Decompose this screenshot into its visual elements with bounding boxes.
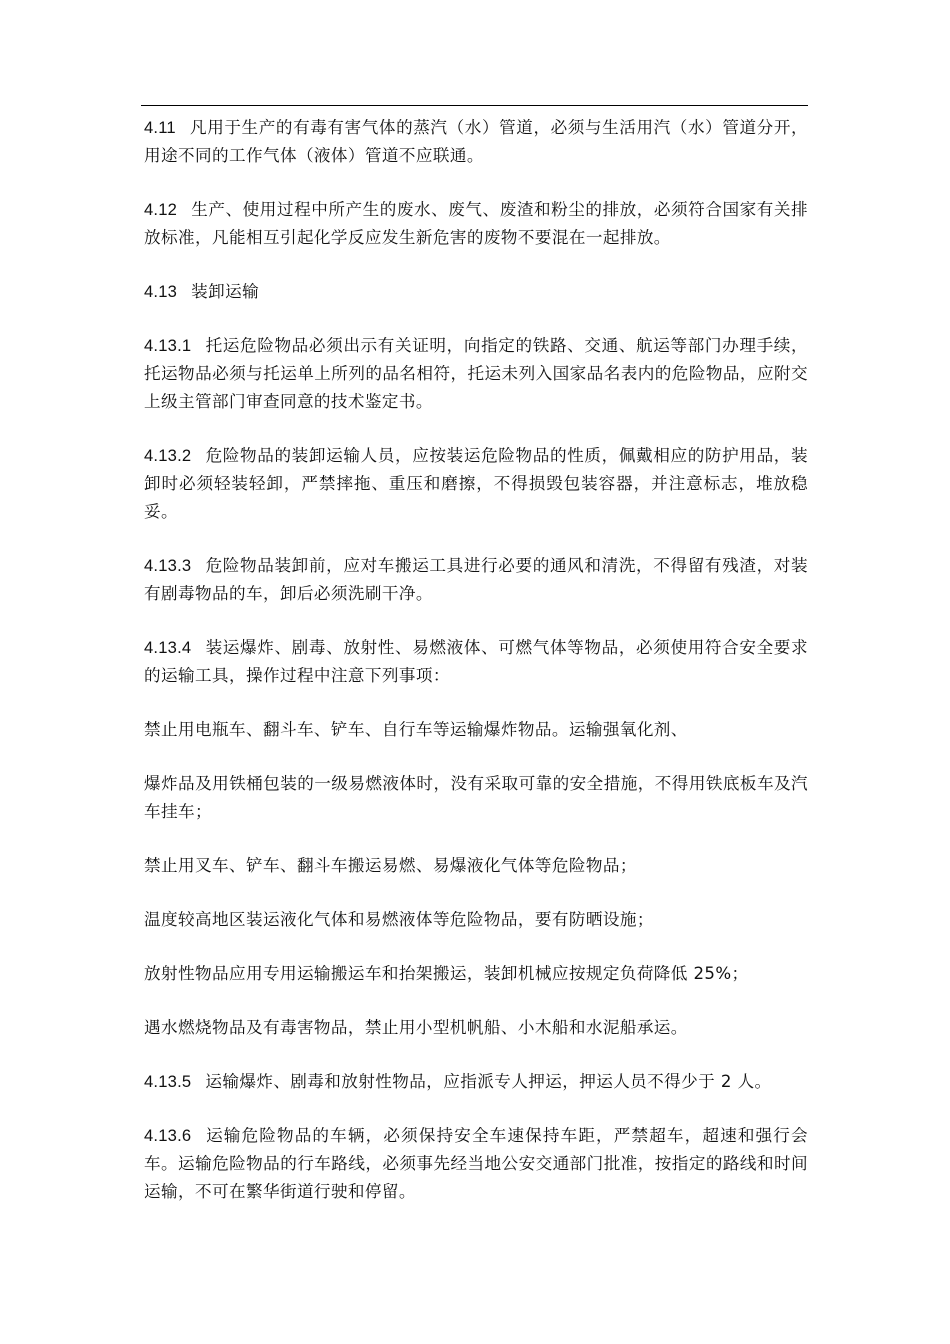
paragraph-text: 凡用于生产的有毒有害气体的蒸汽（水）管道，必须与生活用汽（水）管道分开，用途不同的工作气体（液体）管道不应联通。 [144, 118, 808, 165]
paragraph-text: 装运爆炸、剧毒、放射性、易燃液体、可燃气体等物品，必须使用符合安全要求的运输工具，操作过程中注意下列事项： [144, 638, 808, 685]
paragraph-text: 温度较高地区装运液化气体和易燃液体等危险物品，要有防晒设施； [144, 910, 654, 929]
header-rule [141, 105, 808, 106]
section-number: 4.13.2 [144, 446, 192, 465]
paragraph-text: 危险物品的装卸运输人员，应按装运危险物品的性质，佩戴相应的防护用品，装卸时必须轻装轻卸，严禁摔拖、重压和磨擦，不得损毁包装容器，并注意标志，堆放稳妥。 [144, 446, 808, 521]
paragraph-4-13-2 [144, 442, 808, 526]
paragraph-4-12 [144, 196, 808, 252]
paragraph-text: 禁止用叉车、铲车、翻斗车搬运易燃、易爆液化气体等危险物品； [144, 856, 637, 875]
paragraph-text: 放射性物品应用专用运输搬运车和抬架搬运，装卸机械应按规定负荷降低 25%； [144, 964, 749, 983]
section-number: 4.13.4 [144, 638, 192, 657]
paragraph-text: 生产、使用过程中所产生的废水、废气、废渣和粉尘的排放，必须符合国家有关排放标准，凡能相互引起化学反应发生新危害的废物不要混在一起排放。 [144, 200, 808, 247]
paragraph-4-13-3 [144, 552, 808, 608]
list-item [144, 770, 808, 826]
paragraph-4-13-4 [144, 634, 808, 690]
list-item [144, 906, 808, 934]
section-title: 装卸运输 [191, 282, 260, 301]
paragraph-4-13-5 [144, 1068, 808, 1096]
paragraph-text: 运输危险物品的车辆，必须保持安全车速保持车距，严禁超车，超速和强行会车。运输危险物品的行车路线，必须事先经当地公安交通部门批准，按指定的路线和时间运输，不可在繁华街道行驶和停留。 [144, 1126, 808, 1201]
section-number: 4.13 [144, 282, 178, 301]
paragraph-text: 托运危险物品必须出示有关证明，向指定的铁路、交通、航运等部门办理手续，托运物品必须与托运单上所列的品名相符，托运未列入国家品名表内的危险物品，应附交上级主管部门审查同意的技术鉴定书。 [144, 336, 808, 411]
paragraph-4-13-6 [144, 1122, 808, 1206]
list-item [144, 960, 808, 988]
document-body [144, 114, 808, 1232]
section-number: 4.13.1 [144, 336, 192, 355]
list-item [144, 1014, 808, 1042]
section-number: 4.13.6 [144, 1126, 192, 1145]
section-heading-4-13 [144, 278, 808, 306]
section-number: 4.12 [144, 200, 178, 219]
paragraph-text: 运输爆炸、剧毒和放射性物品，应指派专人押运，押运人员不得少于 2 人。 [205, 1072, 772, 1091]
paragraph-text: 禁止用电瓶车、翻斗车、铲车、自行车等运输爆炸物品。运输强氧化剂、 [144, 720, 688, 739]
paragraph-4-11 [144, 114, 808, 170]
section-number: 4.11 [144, 118, 176, 137]
list-item [144, 852, 808, 880]
paragraph-text: 遇水燃烧物品及有毒害物品，禁止用小型机帆船、小木船和水泥船承运。 [144, 1018, 688, 1037]
paragraph-text: 危险物品装卸前，应对车搬运工具进行必要的通风和清洗，不得留有残渣，对装有剧毒物品的车，卸后必须洗刷干净。 [144, 556, 808, 603]
paragraph-4-13-1 [144, 332, 808, 416]
section-number: 4.13.5 [144, 1072, 192, 1091]
list-item [144, 716, 808, 744]
section-number: 4.13.3 [144, 556, 192, 575]
paragraph-text: 爆炸品及用铁桶包装的一级易燃液体时，没有采取可靠的安全措施，不得用铁底板车及汽车挂车； [144, 774, 808, 821]
